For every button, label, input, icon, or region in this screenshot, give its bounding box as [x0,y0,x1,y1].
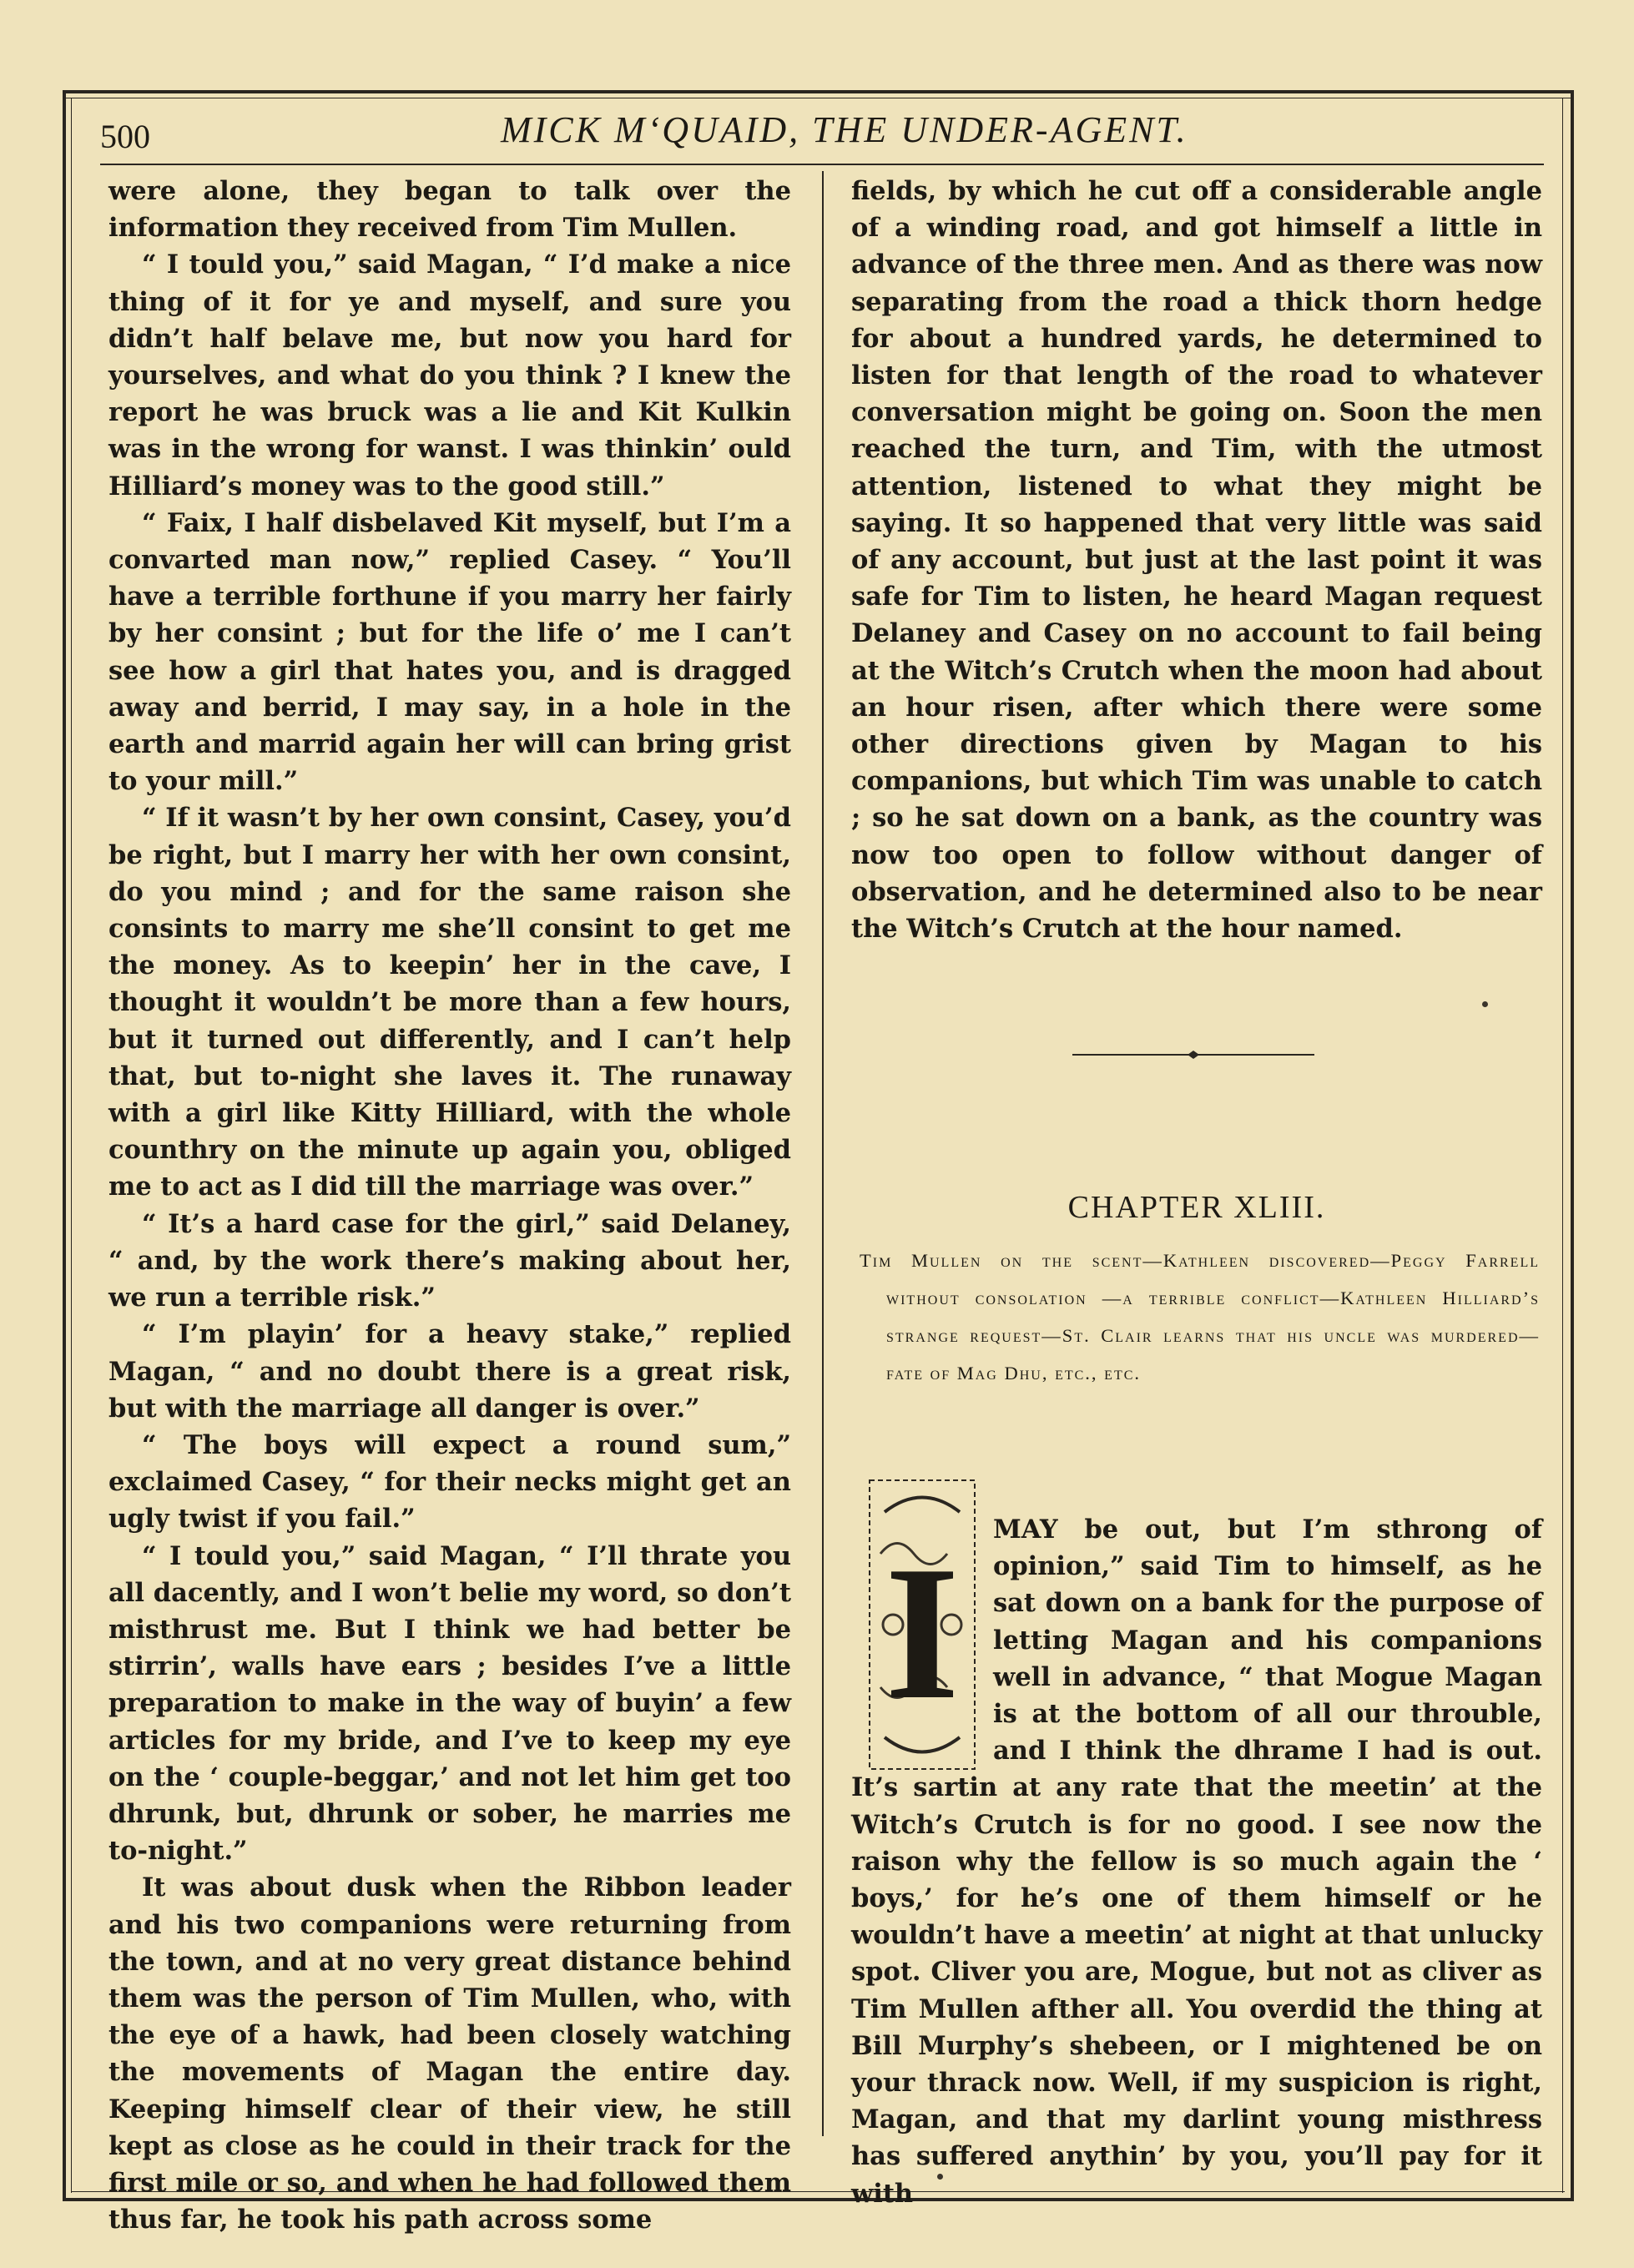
running-title: MICK M‘QUAID, THE UNDER-AGENT. [501,109,1188,150]
paragraph: fields, by which he cut off a considerable angle of a winding road, and got himself a little in advance of the three men. And as there was now separating from the road a thick thorn hedge for about a hundred yards, he determined to listen for that length of the road to whatever conversation might be going on. Soon the men reached the turn, and Tim, with the utmost attention, listened to what they might be saying. It so happened that very little was said of any account, but just at the last point it was safe for Tim to listen, he heard Magan request Delaney and Casey on no account to fail being at the Witch’s Crutch when the moon had about an hour risen, after which there were some other directions given by Magan to his companions, but which Tim was unable to catch ; so he sat down on a bank, as the country was now too open to follow without danger of observation, and he determined also to be near the Witch’s Crutch at the hour named. [851,176,1542,945]
right-column-top [851,173,1542,947]
left-column [108,173,791,2238]
column-divider [822,171,824,2136]
chapter-heading: CHAPTER XLIII. [1067,1190,1326,1225]
paragraph: “ It’s a hard case for the girl,” said Delaney, “ and, by the work there’s making about her, we run a terrible risk.” [108,1208,791,1313]
ink-speck [1482,1001,1488,1007]
left-border-rule-thin [71,98,72,2193]
chapter-opening [851,1511,1542,2212]
synopsis-text: Tim Mullen on the scent—Kathleen discovered—Peggy Farrell without consolation —a terrible conflict—Kathleen Hilliard’s strange request—St. Clair learns that his uncle was murdered—fate of Mag Dhu, etc., etc. [860,1250,1540,1383]
paragraph: “ If it wasn’t by her own consint, Casey, you’d be right, but I marry her with her own consint, do you mind ; and for the same raison she consints to marry me she’ll consint to get me the money. As to keepin’ her in the cave, I thought it wouldn’t be more than a few hours, but it turned out differently, and I can’t help that, but to-night she laves it. The runaway with a girl like Kitty Hilliard, with the whole counthry on the minute up again you, obliged me to act as I did till the marriage was over.” [108,803,791,1202]
ink-speck [937,2174,943,2180]
paragraph: It was about dusk when the Ribbon leader and his two companions were returning from the town, and at no very great distance behind them was the person of Tim Mullen, who, with the eye of a hawk, had been closely watching the movements of Magan the entire day. Keeping himself clear of their view, he still kept as close as he could in their track for the first mile or so, and when he had followed them thus far, he took his path across some [108,1872,791,2235]
header-rule [100,164,1544,165]
drop-cap-letter: I [885,1526,960,1739]
paragraph: “ Faix, I half disbelaved Kit myself, but I’m a convarted man now,” replied Casey. “ You’ll have a terrible forthune if you marry her fairly by her consint ; but for the life o’ me I can’t see how a girl that hates you, and is dragged away and berrid, I may say, in a hole in the earth and marrid again her will can bring grist to your mill.” [108,507,791,797]
paragraph: were alone, they began to talk over the information they received from Tim Mullen. [108,176,791,244]
paragraph [851,1511,1542,2212]
opening-text: MAY be out, but I’m sthrong of opinion,” said Tim to himself, as he sat down on a bank for the purpose of letting Magan and his companions well in advance, “ that Mogue Magan is at the bottom of all our throuble, and I think the dhrame I had is out. It’s sartin at any rate that the meetin’ at the Witch’s Crutch is for no good. I see now the raison why the fellow is so much again the ‘ boys,’ for he’s one of them himself or he wouldn’t have a meetin’ at night at that unlucky spot. Cliver you are, Mogue, but not as cliver as Tim Mullen afther all. You overdid the thing at Bill Murphy’s shebeen, or I mightened be on your thrack now. Well, if my suspicion is right, Magan, and that my darlint young misthress has suffered anythin’ by you, you’ll pay for it with [851,1515,1542,2209]
paragraph: “ The boys will expect a round sum,” exclaimed Casey, “ for their necks might get an ugly twist if you fail.” [108,1429,791,1535]
page-header [100,100,1552,159]
paragraph: “ I tould you,” said Magan, “ I’ll thrate you all dacently, and I won’t belie my word, so don’t misthrust me. But I think we had better be stirrin’, walls have ears ; besides I’ve a little preparation to make in the way of buyin’ a few articles for my bride, and I’ve to keep my eye on the ‘ couple-beggar,’ and not let him get too dhrunk, but, dhrunk or sober, he marries me to-night.” [108,1540,791,1867]
right-border-rule-thin [1562,98,1563,2193]
right-border-rule [1571,90,1574,2201]
chapter-synopsis [860,1242,1540,1392]
page-number: 500 [100,118,150,155]
left-border-rule [63,90,66,2201]
paragraph: “ I’m playin’ for a heavy stake,” replied Magan, “ and no doubt there is a great risk, but with the marriage all danger is over.” [108,1319,791,1424]
ornament-divider [1072,1049,1314,1061]
paragraph: “ I tould you,” said Magan, “ I’d make a nice thing of it for ye and myself, and sure you didn’t half belave me, but now you hard for yourselves, and what do you think ? I knew the report he was bruck was a lie and Kit Kulkin was in the wrong for wanst. I was thinkin’ ould Hilliard’s money was to the good still.” [108,249,791,501]
drop-cap-space [851,1511,993,1765]
top-border-rule [63,90,1573,93]
